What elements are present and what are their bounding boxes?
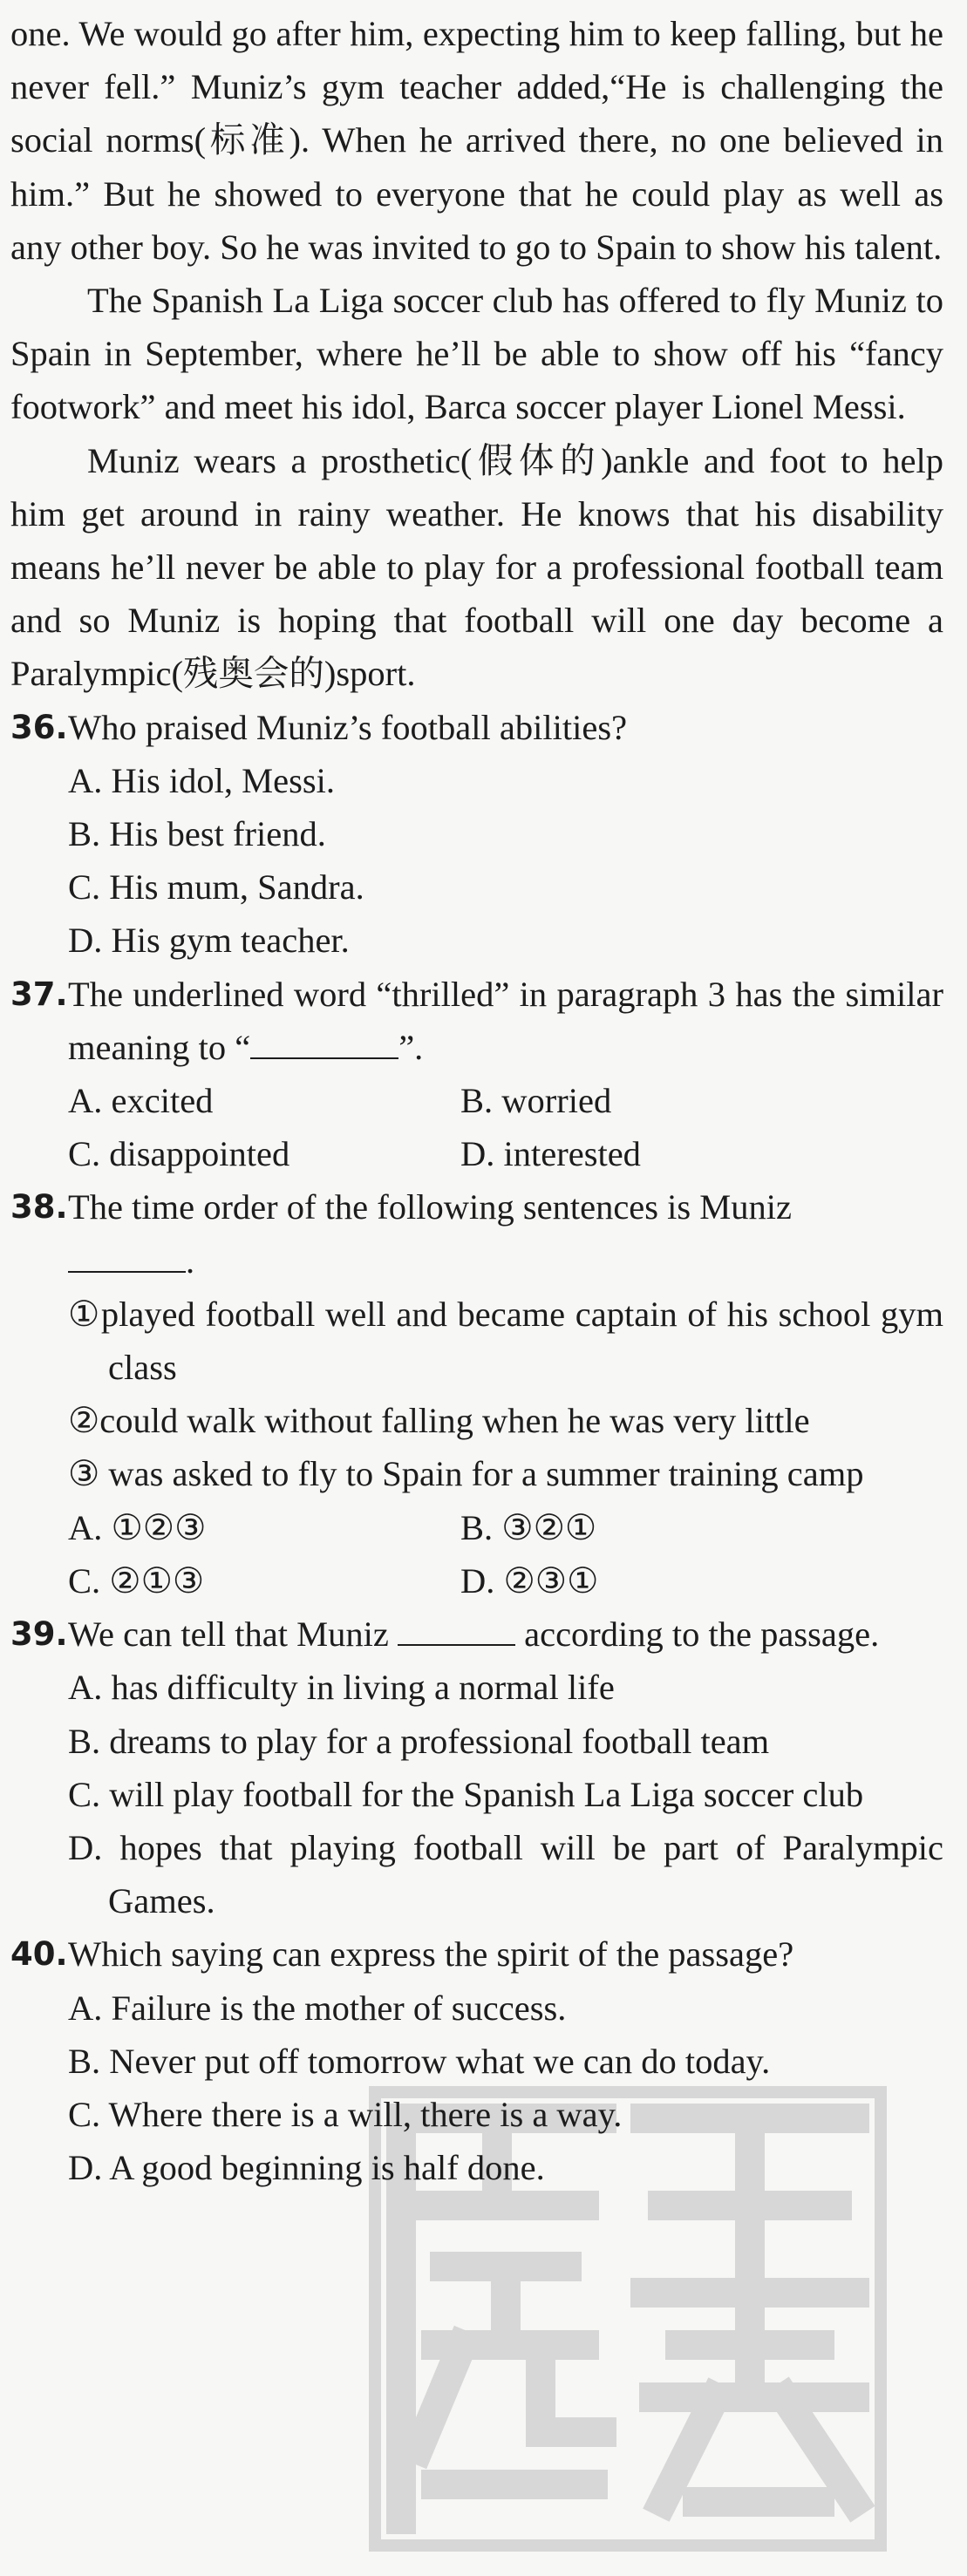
answer-blank	[250, 1028, 398, 1059]
option-d: D. A good beginning is half done.	[68, 2148, 545, 2188]
option-b: B. dreams to play for a professional football team	[68, 1721, 770, 1761]
question-stem: Which saying can express the spirit of the passage?	[68, 1934, 794, 1974]
question-stem: The time order of the following sentences is Muniz	[68, 1187, 793, 1227]
answer-blank	[398, 1614, 515, 1646]
question-stem: We can tell that Muniz	[68, 1614, 389, 1655]
question-number: 36.	[10, 708, 68, 746]
question-number: 38.	[10, 1188, 68, 1227]
question-stem-end: .	[186, 1240, 195, 1281]
option-a: A. ①②③	[68, 1507, 207, 1547]
question-37	[10, 968, 943, 1181]
question-stem-end: according to the passage.	[524, 1614, 880, 1655]
question-39	[10, 1607, 943, 1927]
question-40	[10, 1927, 943, 2194]
question-stem: The underlined word “thrilled” in paragraph 3 has the similar meaning to “	[68, 974, 943, 1067]
option-a: A. Failure is the mother of success.	[68, 1988, 567, 2028]
option-c: C. disappointed	[68, 1134, 290, 1174]
question-number: 40.	[10, 1935, 68, 1974]
option-a: A. His idol, Messi.	[68, 760, 336, 800]
option-d: D. ②③①	[460, 1560, 599, 1601]
option-a: A. has difficulty in living a normal life	[68, 1668, 615, 1708]
option-b: B. worried	[460, 1081, 612, 1121]
question-38	[10, 1180, 943, 1607]
question-number: 37.	[10, 975, 68, 1013]
option-b: B. His best friend.	[68, 814, 326, 854]
option-c: C. His mum, Sandra.	[68, 867, 364, 907]
question-stem-end: ”.	[398, 1027, 424, 1067]
sentence-item-1: ①played football well and became captain of his school gym class	[68, 1294, 943, 1388]
sentence-item-2: ②could walk without falling when he was very little	[68, 1401, 810, 1441]
option-c: C. ②①③	[68, 1560, 205, 1601]
question-number: 39.	[10, 1615, 68, 1654]
option-b: B. Never put off tomorrow what we can do today.	[68, 2041, 771, 2081]
passage-paragraph: The Spanish La Liga soccer club has offered to fly Muniz to Spain in September, where he’ll be able to show off his “fancy footwork” and meet his idol, Barca soccer player Lionel Messi.	[10, 281, 943, 427]
question-36	[10, 701, 943, 968]
option-b: B. ③②①	[460, 1507, 597, 1547]
passage-paragraph: one. We would go after him, expecting him to keep falling, but he never fell.” Muniz’s gym teacher added,“He is challenging the social norms(标准). When he arrived there, no one believed in him.” But he showed to everyone that he could play as well as any other boy. So he was invited to go to Spain to show his talent.	[10, 14, 943, 267]
answer-blank	[68, 1241, 186, 1273]
option-d: D. interested	[460, 1134, 641, 1174]
option-a: A. excited	[68, 1081, 214, 1121]
question-stem: Who praised Muniz’s football abilities?	[68, 707, 628, 747]
option-c: C. will play football for the Spanish La Liga soccer club	[68, 1774, 864, 1814]
option-c: C. Where there is a will, there is a way.	[68, 2094, 623, 2134]
document-content	[10, 7, 943, 2194]
sentence-item-3: ③ was asked to fly to Spain for a summer training camp	[68, 1454, 864, 1494]
option-d: D. hopes that playing football will be part of Paralympic Games.	[68, 1827, 943, 1921]
option-d: D. His gym teacher.	[68, 921, 350, 961]
passage-paragraph: Muniz wears a prosthetic(假体的)ankle and foot to help him get around in rainy weather. He knows that his disability means he’ll never be able to play for a professional football team and so Muniz is hoping that football will one day become a Paralympic(残奥会的)sport.	[10, 440, 943, 694]
